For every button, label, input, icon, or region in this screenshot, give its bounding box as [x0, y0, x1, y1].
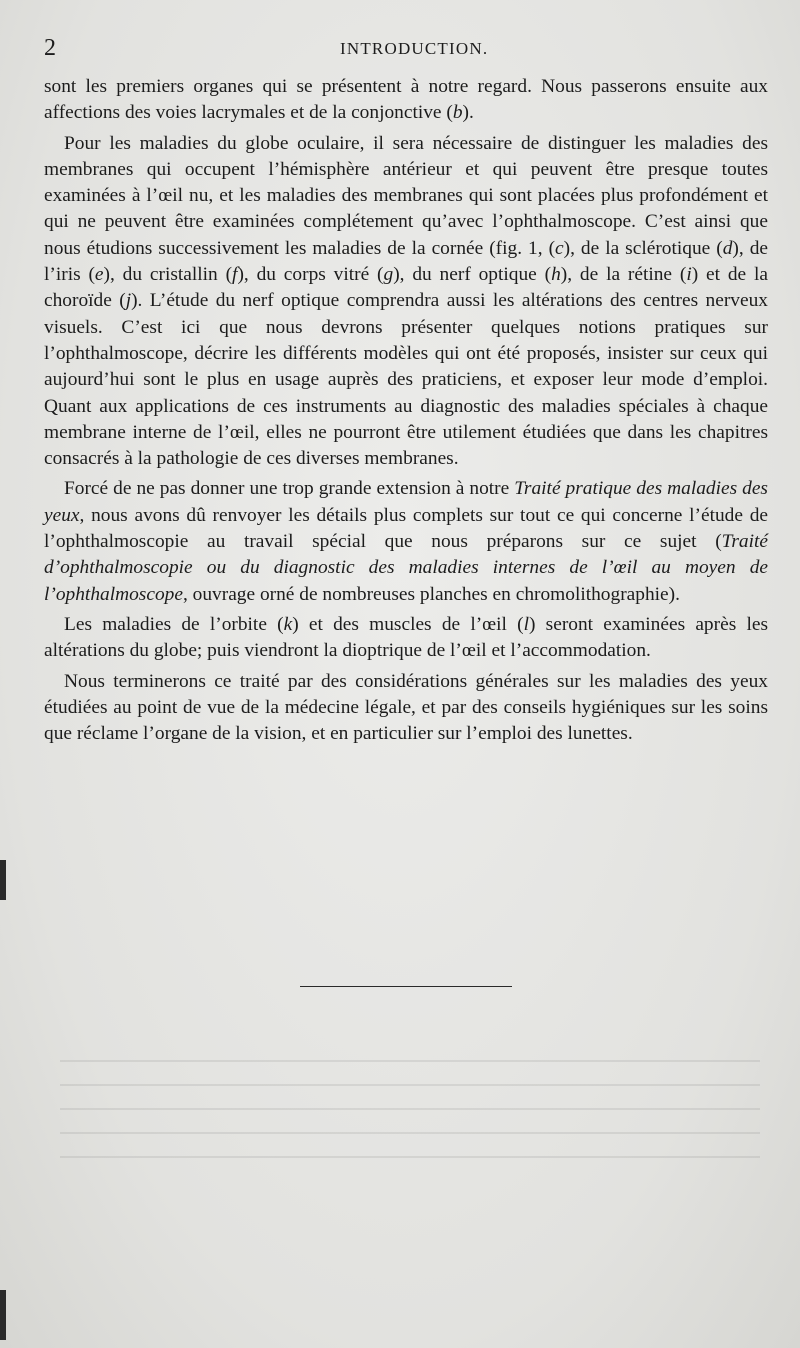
show-through-texture: [60, 1060, 760, 1180]
paragraph-continuation: sont les premiers organes qui se présentent à notre regard. Nous passerons ensuite aux affections des voies lacrymales et de la conjonctive (b).: [44, 76, 768, 124]
paragraph-conclusion: Nous terminerons ce traité par des considérations générales sur les maladies des yeux étudiées au point de vue de la médecine légale, et par des conseils hygiéniques sur les soins que réclame l’organe de la vision, et en particulier sur l’emploi des lunettes.: [44, 670, 768, 745]
body-text: [44, 74, 768, 751]
paragraph-globe-diseases: Pour les maladies du globe oculaire, il sera nécessaire de distinguer les maladies des membranes qui occupent l’hémisphère antérieur et qui peuvent être presque toutes examinées à l’œil nu, et les maladies des membranes qui sont placées plus profondément et qui ne peuvent être examinées complétement qu’avec l’ophthalmoscope. C’est ainsi que nous étudions successivement les maladies de la cornée (fig. 1, (c), de la sclérotique (d), de l’iris (e), du cristallin (f), du corps vitré (g), du nerf optique (h), de la rétine (i) et de la choroïde (j). L’étude du nerf optique comprendra aussi les altérations des centres nerveux visuels. C’est ici que nous devrons présenter quelques notions pratiques sur l’ophthalmoscope, décrire les différents modèles qui ont été proposés, insister sur ceux qui aujourd’hui sont le plus en usage auprès des praticiens, et exposer leur mode d’emploi. Quant aux applications de ces instruments au diagnostic des maladies spéciales à chaque membrane interne de l’œil, elles ne pourront être utilement étudiées que dans les chapitres consacrés à la pathologie de ces diverses membranes.: [44, 132, 768, 470]
paragraph-ophthalmoscopy: Forcé de ne pas donner une trop grande extension à notre Traité pratique des maladies des yeux, nous avons dû renvoyer les détails plus complets sur tout ce qui concerne l’étude de l’ophthalmoscopie au travail spécial que nous préparons sur ce sujet (Traité d’ophthalmoscopie ou du diagnostic des maladies internes de l’œil au moyen de l’ophthalmoscope, ouvrage orné de nombreuses planches en chromolithographie).: [44, 478, 768, 605]
page-number: 2: [44, 35, 56, 61]
running-head: INTRODUCTION.: [340, 39, 489, 58]
paragraph-orbit-muscles: Les maladies de l’orbite (k) et des muscles de l’œil (l) seront examinées après les altérations du globe; puis viendront la dioptrique de l’œil et l’accommodation.: [44, 613, 768, 662]
scan-edge-mark: [0, 1290, 6, 1340]
scan-edge-mark: [0, 860, 6, 900]
section-end-rule: [300, 986, 512, 987]
